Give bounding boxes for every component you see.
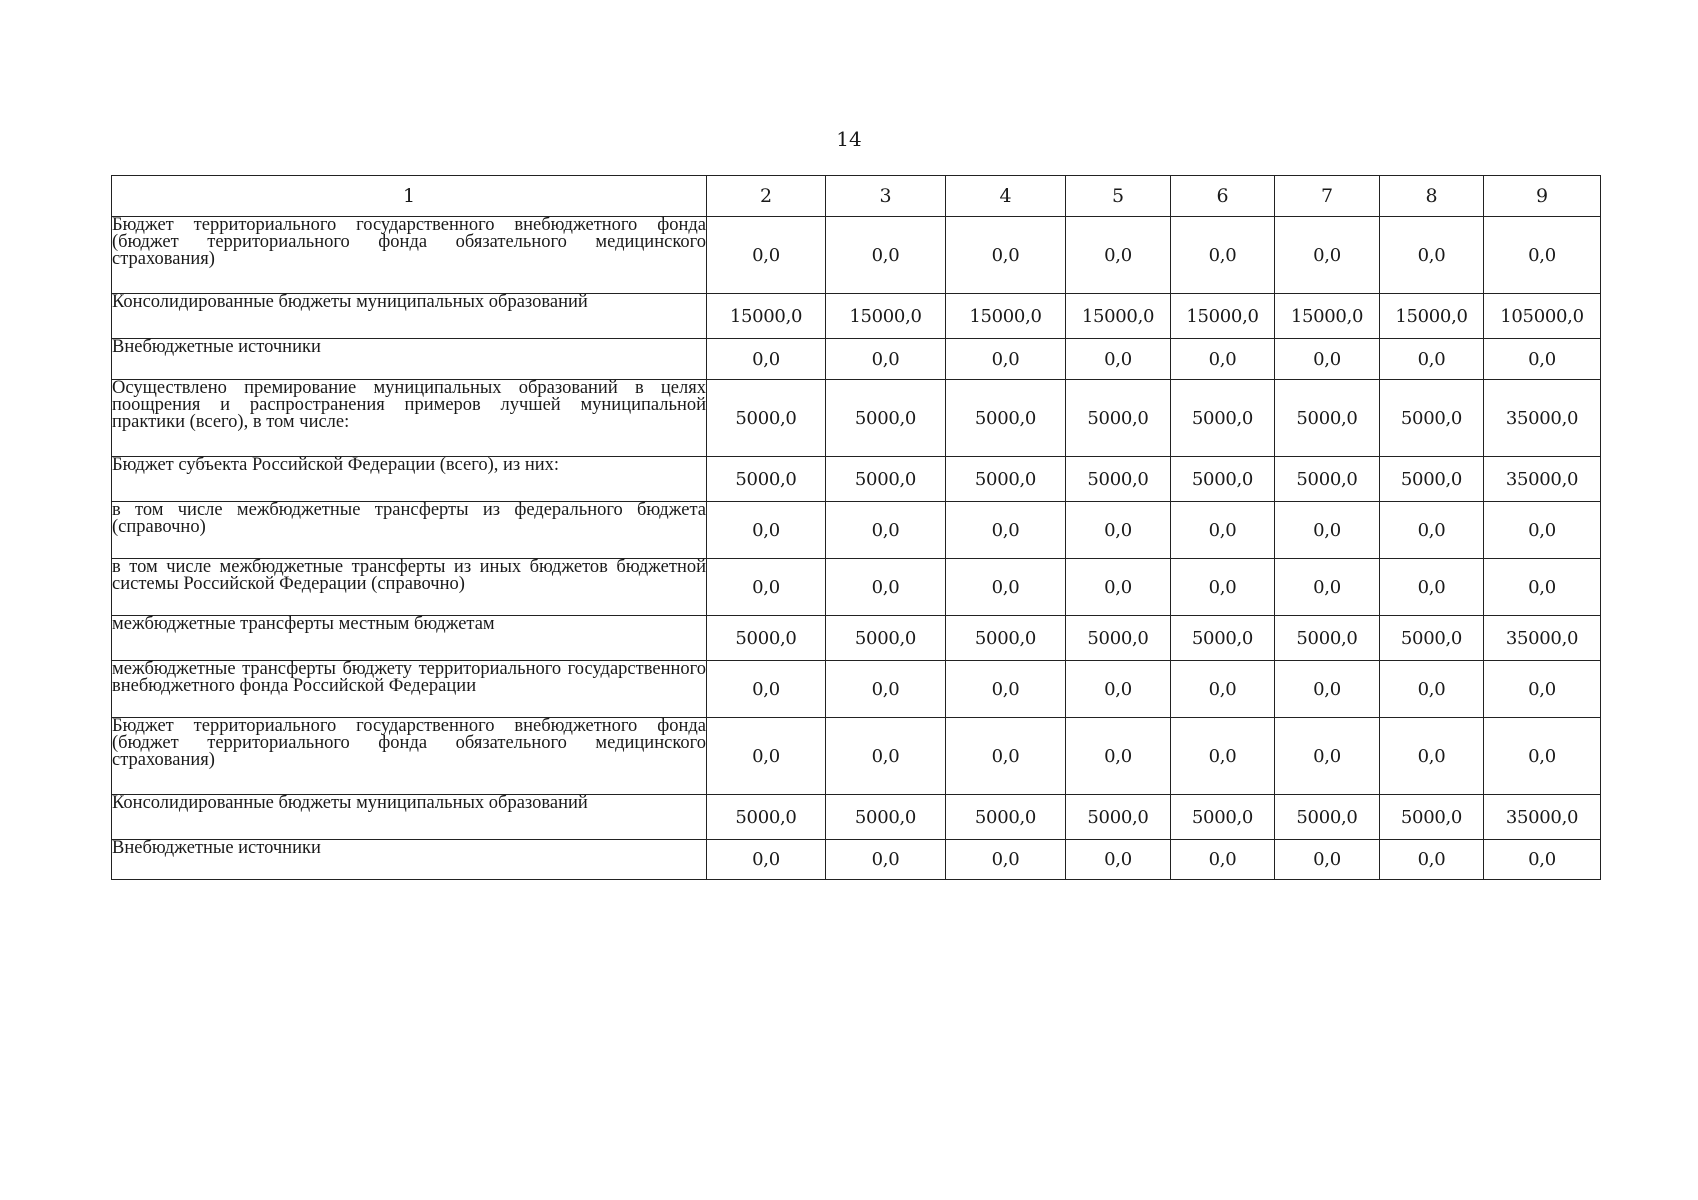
table-row	[112, 217, 1601, 294]
table-cell: 35000,0	[1484, 457, 1601, 502]
row-label: Бюджет территориального государственного внебюджетного фонда (бюджет территориального фонда обязательного медицинского страхования)	[112, 718, 707, 795]
row-label: Консолидированные бюджеты муниципальных образований	[112, 795, 707, 840]
table-cell: 0,0	[1380, 840, 1484, 880]
row-label: Внебюджетные источники	[112, 840, 707, 880]
table-cell: 0,0	[1484, 559, 1601, 616]
table-cell: 5000,0	[1066, 457, 1171, 502]
table-cell: 15000,0	[1171, 294, 1275, 339]
table-cell: 15000,0	[1275, 294, 1380, 339]
table-cell: 0,0	[1066, 559, 1171, 616]
budget-table	[111, 175, 1601, 880]
table-cell: 0,0	[1380, 718, 1484, 795]
table-cell: 0,0	[1484, 718, 1601, 795]
column-header: 5	[1066, 176, 1171, 217]
table-cell: 5000,0	[826, 380, 946, 457]
table-cell: 0,0	[1275, 217, 1380, 294]
row-label: Консолидированные бюджеты муниципальных образований	[112, 294, 707, 339]
table-cell: 0,0	[1171, 502, 1275, 559]
row-label: межбюджетные трансферты местным бюджетам	[112, 616, 707, 661]
table-row	[112, 795, 1601, 840]
table-cell: 0,0	[1171, 661, 1275, 718]
table-cell: 15000,0	[826, 294, 946, 339]
table-cell: 5000,0	[946, 457, 1066, 502]
table-cell: 0,0	[1484, 502, 1601, 559]
table-cell: 15000,0	[1380, 294, 1484, 339]
table-cell: 5000,0	[1380, 795, 1484, 840]
table-cell: 0,0	[1380, 502, 1484, 559]
table-cell: 0,0	[707, 217, 826, 294]
table-cell: 5000,0	[1171, 380, 1275, 457]
table-cell: 5000,0	[1066, 616, 1171, 661]
row-label: в том числе межбюджетные трансферты из федерального бюджета (справочно)	[112, 502, 707, 559]
table-row	[112, 559, 1601, 616]
table-cell: 35000,0	[1484, 380, 1601, 457]
table-cell: 5000,0	[1380, 616, 1484, 661]
row-label: межбюджетные трансферты бюджету территориального государственного внебюджетного фонда Российской Федерации	[112, 661, 707, 718]
table-cell: 35000,0	[1484, 616, 1601, 661]
table-cell: 0,0	[946, 718, 1066, 795]
table-cell: 5000,0	[946, 616, 1066, 661]
table-cell: 0,0	[1066, 718, 1171, 795]
table-cell: 0,0	[1275, 502, 1380, 559]
table-cell: 5000,0	[707, 457, 826, 502]
table-cell: 0,0	[1484, 339, 1601, 380]
table-cell: 0,0	[1066, 840, 1171, 880]
page-number: 14	[836, 127, 862, 151]
table-cell: 0,0	[1275, 339, 1380, 380]
table-cell: 15000,0	[1066, 294, 1171, 339]
row-label: Осуществлено премирование муниципальных образований в целях поощрения и распространения примеров лучшей муниципальной практики (всего), в том числе:	[112, 380, 707, 457]
table-cell: 0,0	[826, 840, 946, 880]
table-row	[112, 718, 1601, 795]
table-cell: 0,0	[707, 559, 826, 616]
table-cell: 5000,0	[707, 616, 826, 661]
table-cell: 0,0	[707, 502, 826, 559]
table-cell: 0,0	[1171, 339, 1275, 380]
table-row	[112, 339, 1601, 380]
table-row	[112, 457, 1601, 502]
table-cell: 5000,0	[1380, 457, 1484, 502]
table-cell: 0,0	[826, 502, 946, 559]
column-header: 7	[1275, 176, 1380, 217]
table-cell: 0,0	[826, 718, 946, 795]
table-cell: 0,0	[1275, 559, 1380, 616]
table-cell: 0,0	[707, 840, 826, 880]
table-cell: 0,0	[1275, 661, 1380, 718]
table-cell: 0,0	[1066, 661, 1171, 718]
table-cell: 5000,0	[1380, 380, 1484, 457]
table-cell: 15000,0	[707, 294, 826, 339]
table-cell: 5000,0	[826, 616, 946, 661]
table-cell: 0,0	[946, 339, 1066, 380]
column-header: 2	[707, 176, 826, 217]
table-cell: 0,0	[946, 217, 1066, 294]
row-label: Бюджет субъекта Российской Федерации (всего), из них:	[112, 457, 707, 502]
table-row	[112, 616, 1601, 661]
table-cell: 5000,0	[946, 380, 1066, 457]
table-cell: 5000,0	[707, 795, 826, 840]
table-cell: 0,0	[1484, 840, 1601, 880]
table-cell: 0,0	[1171, 718, 1275, 795]
table-cell: 105000,0	[1484, 294, 1601, 339]
table-cell: 0,0	[1380, 559, 1484, 616]
table-cell: 5000,0	[1066, 380, 1171, 457]
table-row	[112, 840, 1601, 880]
table-cell: 0,0	[946, 502, 1066, 559]
table-cell: 5000,0	[826, 457, 946, 502]
table-cell: 0,0	[1066, 217, 1171, 294]
table-cell: 0,0	[1380, 661, 1484, 718]
table-cell: 5000,0	[1275, 380, 1380, 457]
table-cell: 0,0	[1171, 559, 1275, 616]
table-cell: 5000,0	[1275, 457, 1380, 502]
header-row	[112, 176, 1601, 217]
table-cell: 0,0	[826, 217, 946, 294]
table-row	[112, 380, 1601, 457]
table-cell: 15000,0	[946, 294, 1066, 339]
column-header: 1	[112, 176, 707, 217]
table-cell: 0,0	[1484, 217, 1601, 294]
row-label: Бюджет территориального государственного внебюджетного фонда (бюджет территориального фонда обязательного медицинского страхования)	[112, 217, 707, 294]
row-label: Внебюджетные источники	[112, 339, 707, 380]
column-header: 9	[1484, 176, 1601, 217]
table-cell: 0,0	[1066, 339, 1171, 380]
table-cell: 0,0	[1484, 661, 1601, 718]
table-cell: 5000,0	[1171, 616, 1275, 661]
table-cell: 0,0	[826, 661, 946, 718]
table-cell: 5000,0	[707, 380, 826, 457]
table-cell: 5000,0	[1275, 616, 1380, 661]
table-cell: 0,0	[1275, 718, 1380, 795]
column-header: 3	[826, 176, 946, 217]
table-cell: 0,0	[1275, 840, 1380, 880]
table-cell: 0,0	[946, 840, 1066, 880]
table-cell: 0,0	[1171, 840, 1275, 880]
table-cell: 5000,0	[826, 795, 946, 840]
table-cell: 0,0	[707, 718, 826, 795]
table-cell: 5000,0	[1171, 795, 1275, 840]
table-row	[112, 502, 1601, 559]
table-cell: 0,0	[826, 559, 946, 616]
table-cell: 5000,0	[1171, 457, 1275, 502]
column-header: 6	[1171, 176, 1275, 217]
table-row	[112, 661, 1601, 718]
table-cell: 0,0	[946, 559, 1066, 616]
table-row	[112, 294, 1601, 339]
table-cell: 5000,0	[1275, 795, 1380, 840]
table-cell: 5000,0	[946, 795, 1066, 840]
table-cell: 0,0	[1171, 217, 1275, 294]
table-cell: 0,0	[826, 339, 946, 380]
table-cell: 35000,0	[1484, 795, 1601, 840]
table-cell: 0,0	[1380, 217, 1484, 294]
column-header: 8	[1380, 176, 1484, 217]
table-cell: 0,0	[707, 339, 826, 380]
row-label: в том числе межбюджетные трансферты из иных бюджетов бюджетной системы Российской Федерации (справочно)	[112, 559, 707, 616]
table-cell: 0,0	[1380, 339, 1484, 380]
table-cell: 0,0	[1066, 502, 1171, 559]
column-header: 4	[946, 176, 1066, 217]
table-cell: 0,0	[707, 661, 826, 718]
table-cell: 0,0	[946, 661, 1066, 718]
table-cell: 5000,0	[1066, 795, 1171, 840]
